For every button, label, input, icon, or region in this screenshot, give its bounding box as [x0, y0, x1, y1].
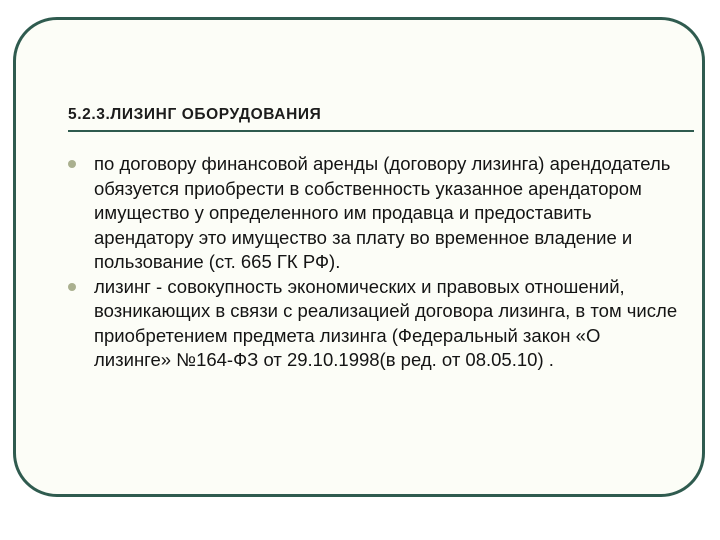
bullet-dot-icon [68, 283, 76, 291]
bullet-item-leasing-definition [68, 275, 678, 373]
bullet-dot-icon [68, 160, 76, 168]
slide-title: 5.2.3.ЛИЗИНГ ОБОРУДОВАНИЯ [68, 106, 322, 123]
bullet-item-leasing-contract [68, 152, 678, 275]
title-divider [68, 130, 694, 132]
bullet-text: лизинг - совокупность экономических и правовых отношений, возникающих в связи с реализацией договора лизинга, в том числе приобретением предмета лизинга (Федеральный закон «О лизинге» №164-ФЗ от 29.10.1998(в ред. от 08.05.10) . [94, 275, 678, 370]
bullet-list [68, 152, 678, 373]
bullet-text: по договору финансовой аренды (договору лизинга) арендодатель обязуется приобрести в собственность указанное арендатором имущество у определенного им продавца и предоставить арендатору это имущество за плату во временное владение и пользование (ст. 665 ГК РФ). [94, 153, 671, 272]
